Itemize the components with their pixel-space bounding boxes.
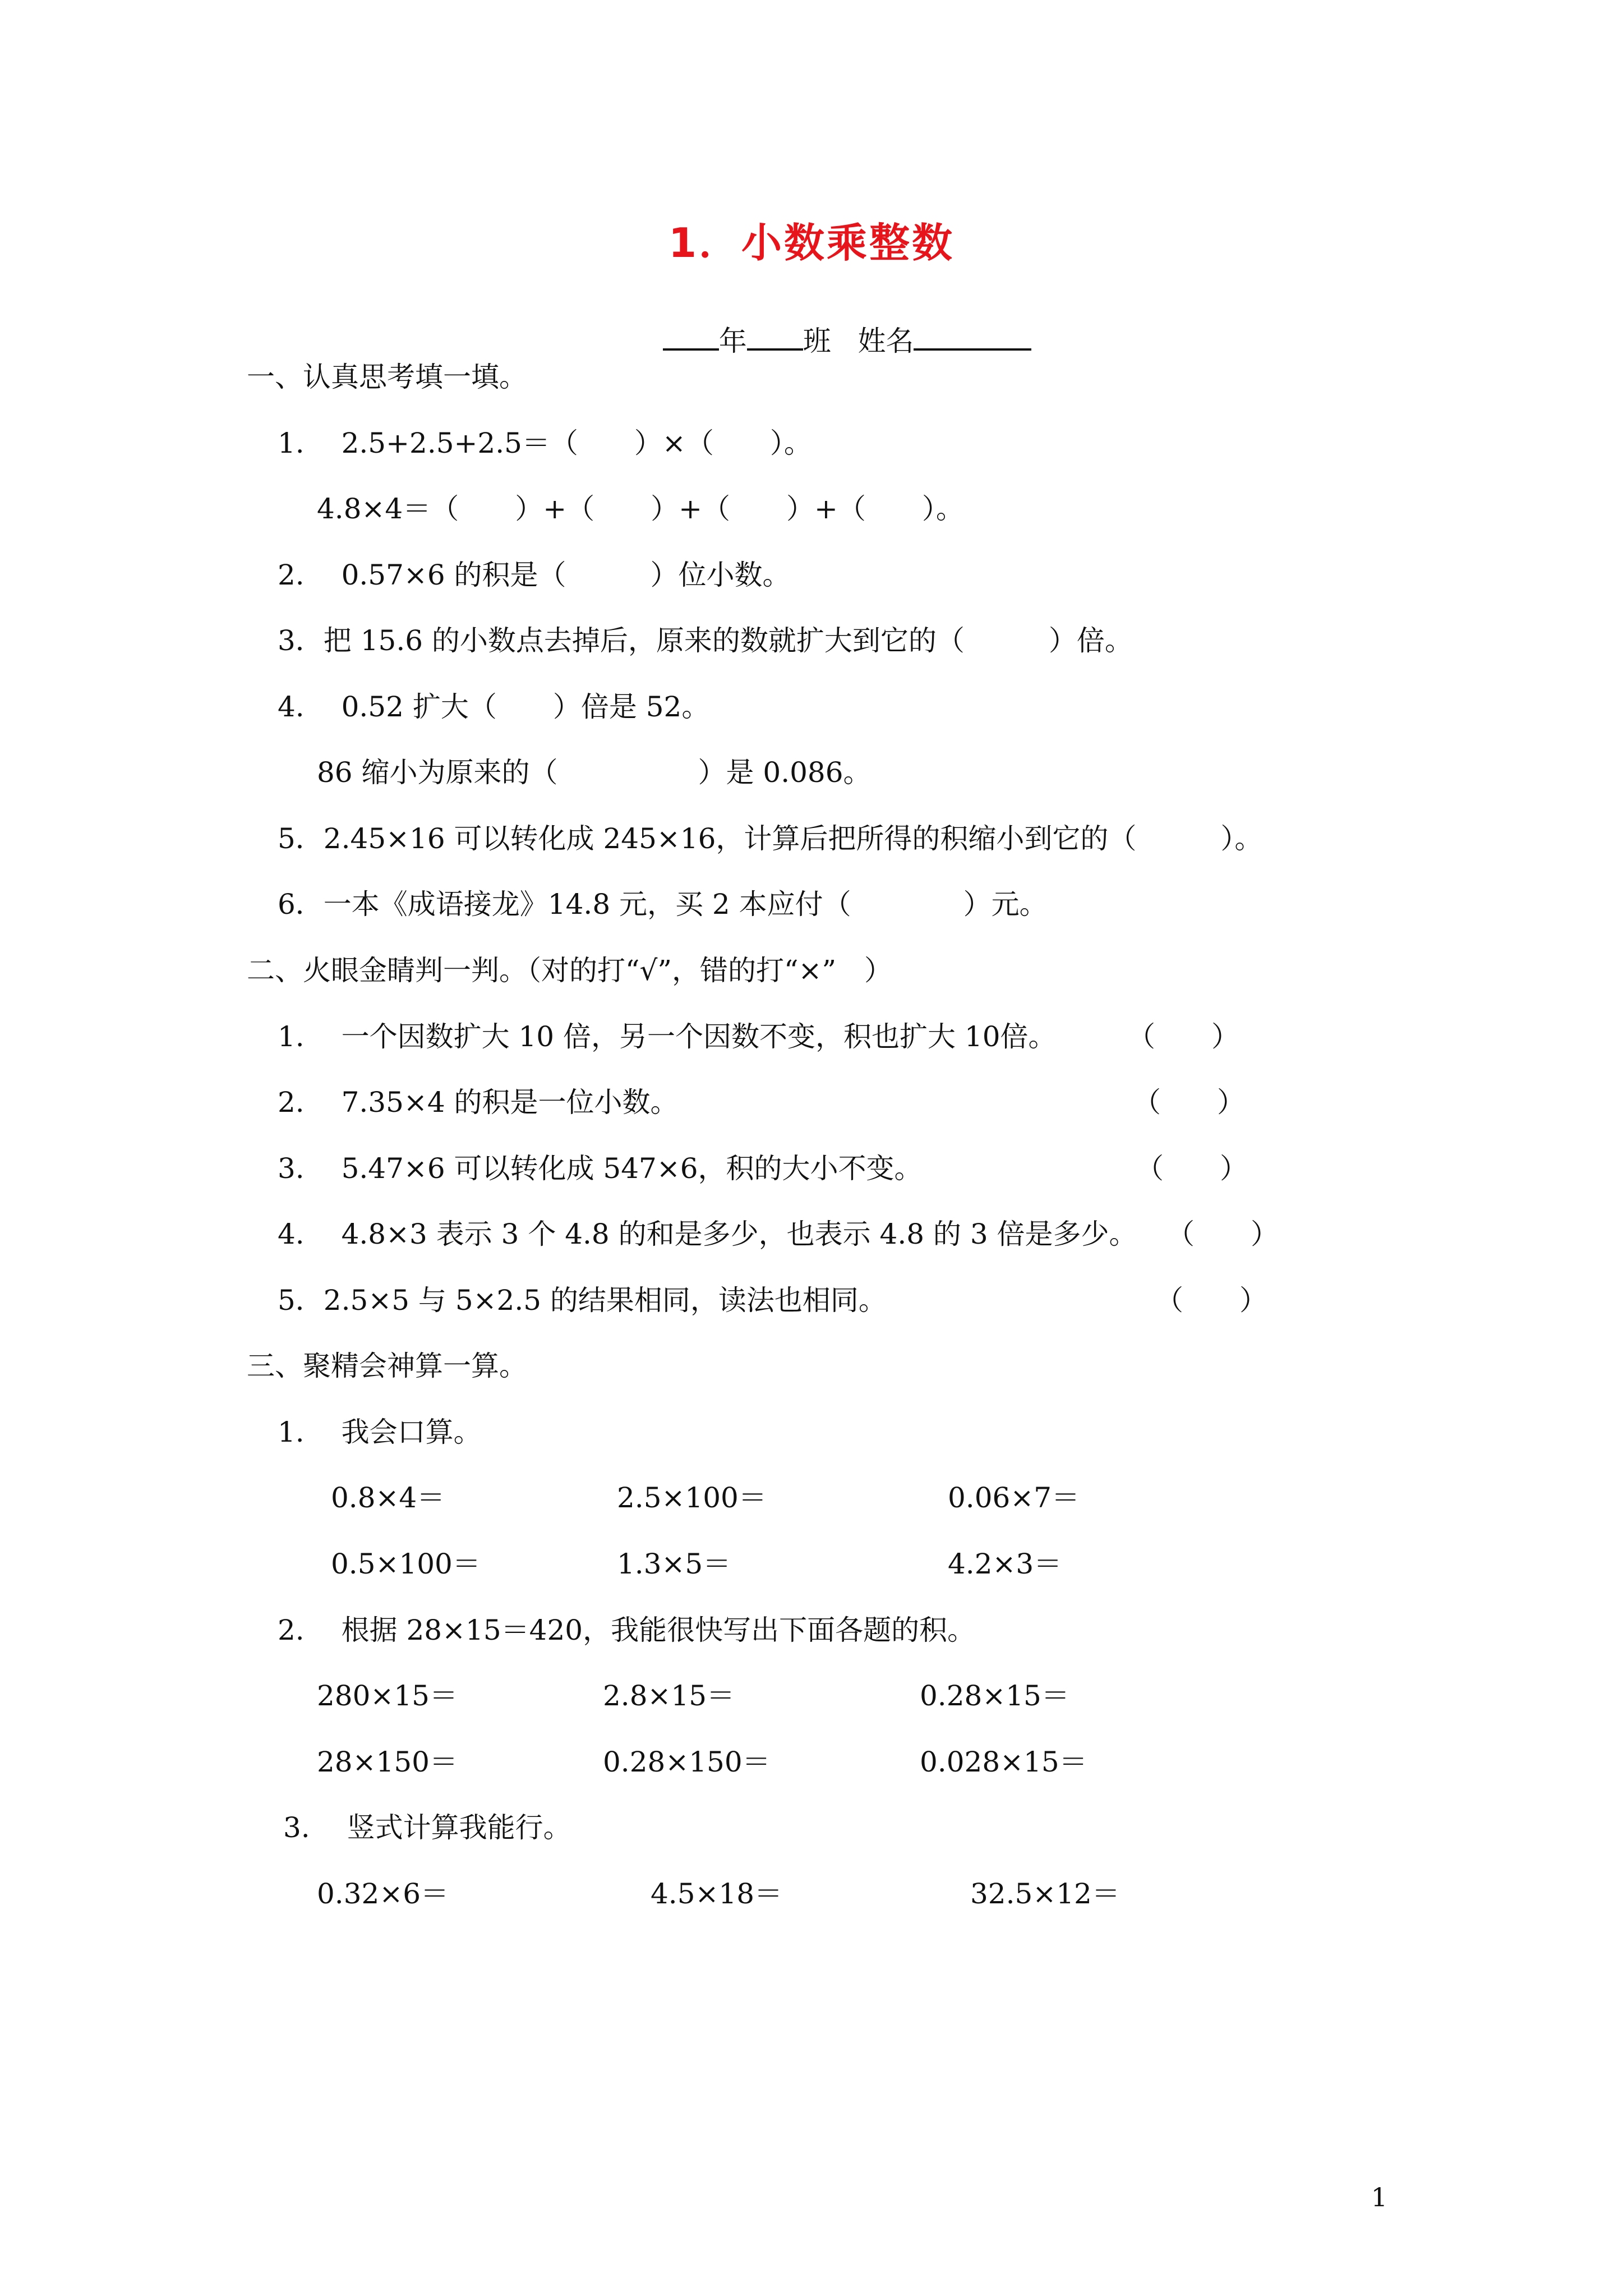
s3-q3-r1-c1: 0.32×6＝	[317, 1878, 449, 1910]
page-title: 1．小数乘整数	[668, 219, 955, 266]
s2-item-4: 4. 4.8×3 表示 3 个 4.8 的和是多少，也表示 4.8 的 3 倍是多少。	[278, 1218, 1137, 1250]
s3-q2-r1-c1: 280×15＝	[317, 1680, 458, 1712]
s2-item-5-bracket[interactable]: （ ）	[1155, 1284, 1267, 1317]
s1-item-3: 3．把 15.6 的小数点去掉后，原来的数就扩大到它的（ ）倍。	[278, 624, 1133, 657]
s3-q3-label: 3. 竖式计算我能行。	[283, 1811, 571, 1844]
class-label: 班	[803, 325, 831, 357]
s1-item-5: 5．2.45×16 可以转化成 245×16，计算后把所得的积缩小到它的（ ）。	[278, 822, 1263, 855]
s1-item-6: 6．一本《成语接龙》14.8 元，买 2 本应付（ ）元。	[278, 888, 1048, 921]
s3-q3-r1-c2: 4.5×18＝	[651, 1878, 783, 1910]
s2-item-4-bracket[interactable]: （ ）	[1166, 1218, 1279, 1250]
s1-item-1: 1. 2.5+2.5+2.5＝（ ）×（ ）。	[278, 427, 812, 459]
s3-q2-label: 2. 根据 28×15＝420，我能很快写出下面各题的积。	[278, 1614, 976, 1646]
s3-q2-r1-c2: 2.8×15＝	[603, 1680, 735, 1712]
s3-q1-r2-c1: 0.5×100＝	[331, 1548, 481, 1580]
s2-item-1-bracket[interactable]: （ ）	[1127, 1020, 1239, 1053]
grade-label: 年	[718, 325, 747, 357]
section1-heading: 一、认真思考填一填。	[247, 361, 527, 393]
s2-item-3: 3. 5.47×6 可以转化成 547×6，积的大小不变。	[278, 1152, 923, 1185]
section2-heading: 二、火眼金睛判一判。（对的打“√”，错的打“×” ）	[247, 954, 893, 987]
s3-q1-label: 1. 我会口算。	[278, 1416, 482, 1448]
grade-blank[interactable]	[663, 321, 719, 351]
name-blank[interactable]	[914, 321, 1031, 351]
s3-q1-r1-c1: 0.8×4＝	[331, 1481, 445, 1514]
s1-item-1b: 4.8×4＝（ ）+（ ）+（ ）+（ ）。	[317, 493, 964, 525]
s2-item-2-bracket[interactable]: （ ）	[1133, 1086, 1245, 1119]
s2-item-3-bracket[interactable]: （ ）	[1136, 1152, 1248, 1185]
s1-item-2: 2. 0.57×6 的积是（ ）位小数。	[278, 559, 791, 591]
s3-q1-r2-c2: 1.3×5＝	[617, 1548, 731, 1580]
s2-item-1: 1. 一个因数扩大 10 倍，另一个因数不变，积也扩大 10倍。	[278, 1020, 1057, 1053]
s3-q1-r2-c3: 4.2×3＝	[948, 1548, 1062, 1580]
s3-q1-r1-c2: 2.5×100＝	[617, 1481, 767, 1514]
name-label: 姓名	[857, 325, 914, 357]
s3-q2-r2-c2: 0.28×150＝	[603, 1746, 771, 1778]
s3-q2-r1-c3: 0.28×15＝	[920, 1680, 1069, 1712]
student-info	[645, 286, 1031, 359]
s3-q3-r1-c3: 32.5×12＝	[970, 1878, 1120, 1910]
s3-q2-r2-c3: 0.028×15＝	[920, 1746, 1087, 1778]
s3-q1-r1-c3: 0.06×7＝	[948, 1481, 1080, 1514]
s3-q2-r2-c1: 28×150＝	[317, 1746, 458, 1778]
s1-item-4b: 86 缩小为原来的（ ）是 0.086。	[317, 756, 872, 789]
section3-heading: 三、聚精会神算一算。	[247, 1350, 527, 1382]
s2-item-2: 2. 7.35×4 的积是一位小数。	[278, 1086, 679, 1119]
class-blank[interactable]	[747, 321, 803, 351]
page-number: 1	[1371, 2182, 1387, 2212]
s2-item-5: 5．2.5×5 与 5×2.5 的结果相同，读法也相同。	[278, 1284, 887, 1317]
s1-item-4: 4. 0.52 扩大（ ）倍是 52。	[278, 691, 710, 723]
